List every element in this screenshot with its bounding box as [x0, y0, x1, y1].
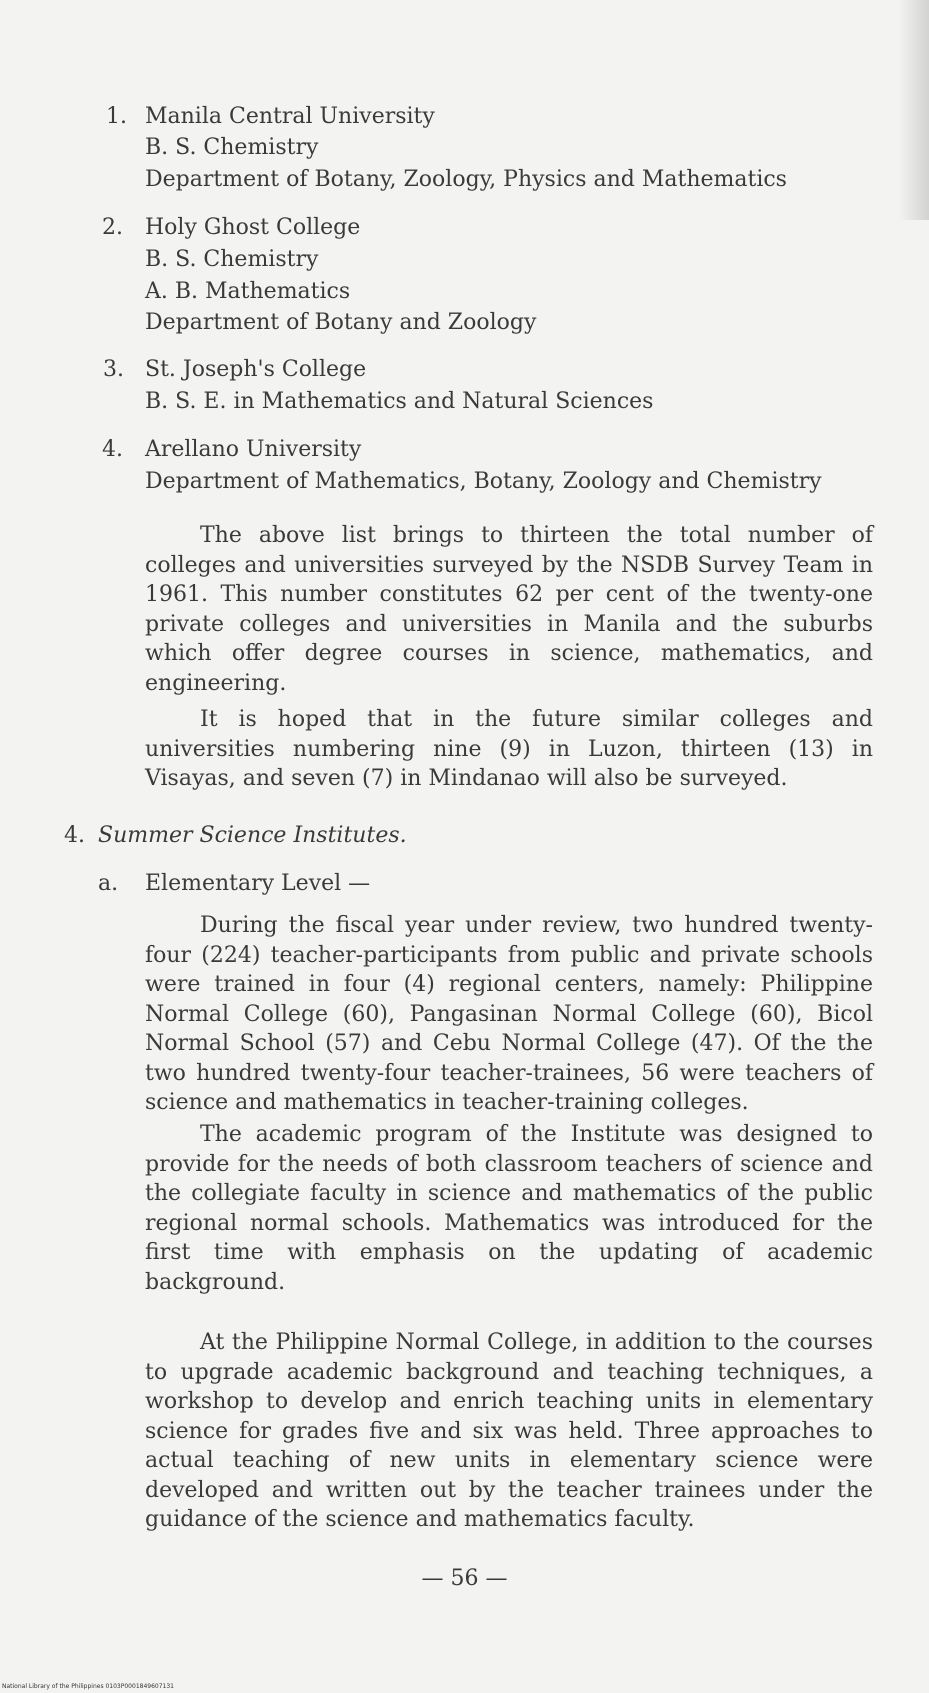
institution-name: Arellano University	[145, 437, 362, 462]
section-number: 4.	[64, 823, 85, 848]
institution-name: St. Joseph's College	[145, 357, 367, 382]
program-line: A. B. Mathematics	[145, 279, 351, 304]
paragraph-pnc-workshop: At the Philippine Normal College, in addition to the courses to upgrade academic background and teaching techniques, a workshop to develop and enrich teaching units in elementary science for grades five and six was held. Three approaches to actual teaching of new units in elementary science were developed and written out by the teacher trainees under the guidance of the science and mathematics faculty.	[145, 1330, 873, 1532]
institution-name: Manila Central University	[145, 104, 435, 129]
page-number: — 56 —	[421, 1566, 508, 1591]
program-line: Department of Botany, Zoology, Physics and Mathematics	[145, 167, 787, 192]
paragraph-academic-program: The academic program of the Institute was designed to provide for the needs of both classroom teachers of science and the collegiate faculty in science and mathematics of the public regional normal schools. Mathematics was introduced for the first time with emphasis on the updating of academic background.	[145, 1122, 873, 1295]
list-number: 3.	[103, 357, 124, 382]
list-number: 1.	[106, 104, 127, 129]
paragraph-future-surveys: It is hoped that in the future similar colleges and universities numbering nine (9) in Luzon, thirteen (13) in Visayas, and seven (7) in Mindanao will also be surveyed.	[145, 707, 873, 791]
page-edge-shadow	[899, 0, 929, 220]
section-title: Summer Science Institutes.	[98, 823, 407, 848]
paragraph-participants: During the fiscal year under review, two hundred twenty-four (224) teacher-participants from public and private schools were trained in four (4) regional centers, namely: Philippine Normal College (60), Pangasinan Normal College (60), Bicol Normal School (57) and Cebu Normal College (47). Of the the two hundred twenty-four teacher-trainees, 56 were teachers of science and mathematics in teacher-training colleges.	[145, 913, 873, 1115]
program-line: B. S. E. in Mathematics and Natural Sciences	[145, 389, 654, 414]
program-line: Department of Mathematics, Botany, Zoology and Chemistry	[145, 469, 822, 494]
program-line: B. S. Chemistry	[145, 135, 319, 160]
paragraph-survey-total: The above list brings to thirteen the total number of colleges and universities surveyed by the NSDB Survey Team in 1961. This number constitutes 62 per cent of the twenty-one private colleges and universities in Manila and the suburbs which offer degree courses in science, mathematics, and engineering.	[145, 523, 873, 696]
institution-name: Holy Ghost College	[145, 215, 361, 240]
subsection-letter: a.	[98, 871, 119, 896]
list-number: 2.	[102, 215, 123, 240]
list-number: 4.	[102, 437, 123, 462]
library-footer: National Library of the Philippines 0103P0001849607131	[2, 1683, 174, 1690]
subsection-title: Elementary Level —	[145, 871, 371, 896]
program-line: B. S. Chemistry	[145, 247, 319, 272]
program-line: Department of Botany and Zoology	[145, 310, 537, 335]
